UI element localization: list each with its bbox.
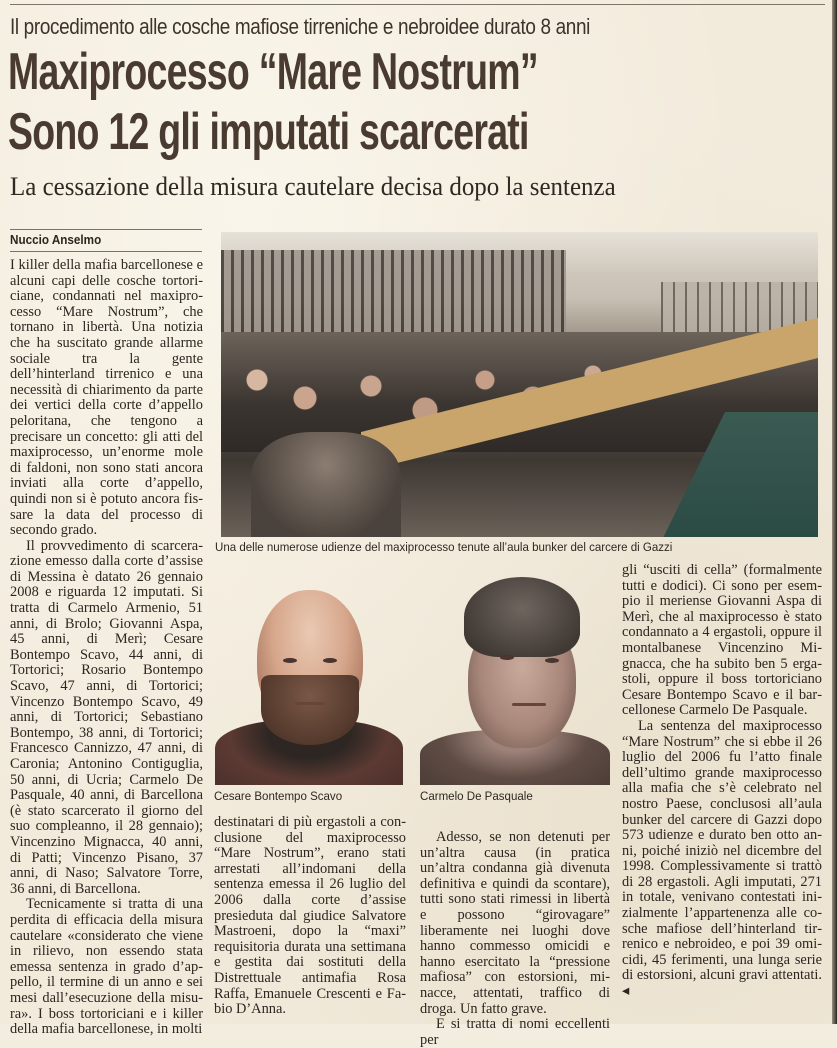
paragraph: Il provvedimento di scarcerazione emesso dalla corte d’assise di Messina è datato 26 gennaio 2008 e riguarda 12 imputati. Si tratta di Carmelo Armenio, 51 anni, di Brolo; Giovanni Aspa, 45 anni, di Merì; Cesare Bontempo Scavo, 44 anni, di Tortorici; Rosario Bontempo Scavo, 47 anni, di Tortorici; Vincenzo Bontempo Scavo, 49 anni, di Tortorici; Sebastiano Bontempo, 38 anni, di Tortorici; Francesco Cannizzo, 47 anni, di Caronia; Antonino Contiguglia, 50 anni, di Ucria; Carmelo De Pasquale, 40 anni, di Barcellona (è stato scarcerato il giorno del suo compleanno, il 28 gennaio); Vincenzino Mignacca, 40 anni, di Patti; Vincenzo Pisano, 37 anni, di Naso; Salvatore Torre, 36 anni, di Barcellona. [10,537,203,897]
paragraph: gli “usciti di cella” (formalmente tutti e dodici). Ci sono per esempio il meriense Giovanni Aspa di Merì, che al maxiprocesso è stato condannato a 4 ergastoli, oppure il montalbanese Vincenzino Mignacca, che ha subito ben 5 ergastoli, oppure il boss tortoriciano Cesare Bontempo Scavo e il barcellonese Carmelo De Pasquale. [622,562,822,719]
paragraph: destinatari di più ergastoli a conclusione del maxiprocesso “Mare Nostrum”, erano stati arrestati all’indomani della sentenza emessa il 26 luglio del 2006 dalla corte d’assise presieduta dal giudice Salvatore Mastroeni, dopo la “maxi” requisitoria durata una settimana e gestita dai sostituti della Distrettuale antimafia Rosa Raffa, Emanuele Crescenti e Fabio D’Anna. [214,814,406,1018]
paragraph: I killer della mafia barcellonese e alcuni capi delle cosche tortoriciane, condannati nel maxiprocesso “Mare Nostrum”, che tornano in libertà. Una notizia che ha suscitato grande allarme sociale tra la gente dell’hinterland tirrenico e una necessità di chiarimento da parte dei vertici della corte d’appello peloritana, che tengono a precisare un concetto: gli atti del maxiprocesso, un’enorme mole di faldoni, non sono stati ancora inviati alla corte d’appello, quindi non si è potuto ancora fissare la data del processo di secondo grado. [10,257,203,539]
article-subheadline: La cessazione della misura cautelare decisa dopo la sentenza [10,172,616,201]
portrait-eye [323,658,337,663]
top-rule [10,4,825,5]
photo-foreground-person [251,432,401,537]
paragraph: La sentenza del maxiprocesso “Mare Nostrum” che si ebbe il 26 luglio del 2006 fu l’atto finale dell’ultimo grande maxiprocesso alla mafia che s’è celebrato nel nostro Paese, conclusosi all’aula bunker del carcere di Gazzi dopo 573 udienze e durato ben otto anni, poiché iniziò nel dicembre del 1998. Complessivamente si trattò di 28 ergastoli. Agli imputati, 271 in totale, venivano contestati inizialmente l’appartenenza alle cosche mafiose dell’hinterland tirrenico e nebroideo, e poi 39 omicidi, 45 ferimenti, una lunga serie di estorsioni, alcuni gravi attentati. ◂ [622,717,822,1000]
byline: Nuccio Anselmo [10,232,102,247]
headline-line-1: Maxiprocesso “Mare Nostrum” [8,43,538,101]
page-edge-shadow [832,0,837,1024]
portrait-beard [261,675,359,745]
portrait-carmelo-de-pasquale [420,575,610,785]
portrait-1-caption: Cesare Bontempo Scavo [214,789,343,803]
headline-line-2: Sono 12 gli imputati scarcerati [8,103,529,161]
article-kicker: Il procedimento alle cosche mafiose tirreniche e nebroidee durato 8 anni [10,14,590,39]
portrait-cesare-bontempo-scavo [215,580,403,785]
paragraph: Tecnicamente si tratta di una perdita di efficacia della misura cautelare «considerato che viene in rilievo, non essendo stata emessa sentenza in grado d’appello, il termine di un anno e sei mesi dall’esecuzione della misura». I boss tortoriciani e i killer della mafia barcellonese, in molti [10,896,203,1038]
byline-rule-top [10,229,202,230]
portrait-mouth [512,703,546,706]
portrait-eye [283,658,297,663]
portrait-hair [464,577,580,657]
article-column-2 [214,815,406,1018]
portrait-eye [500,655,514,660]
article-column-4 [622,563,822,1000]
courtroom-photo [221,232,818,537]
portrait-eye [545,658,559,663]
portrait-mouth [295,702,325,705]
byline-rule-bottom [10,251,202,252]
article-column-3 [420,815,610,1048]
paragraph: E si tratta di nomi eccellenti per [420,1016,610,1048]
courtroom-photo-caption: Una delle numerose udienze del maxiprocesso tenute all’aula bunker del carcere di Gazzi [215,540,673,554]
article-column-1 [10,258,203,1038]
portrait-2-caption: Carmelo De Pasquale [420,789,533,803]
paragraph: Adesso, se non detenuti per un’altra causa (in pratica un’altra condanna già divenuta definitiva e quindi da scontare), tutti sono stati rimessi in libertà e possono “girovagare” liberamente nei luoghi dove hanno commesso omicidi e hanno esercitato la “pressione mafiosa” con estorsioni, minacce, attentati, traffico di droga. Un fatto grave. [420,829,610,1017]
